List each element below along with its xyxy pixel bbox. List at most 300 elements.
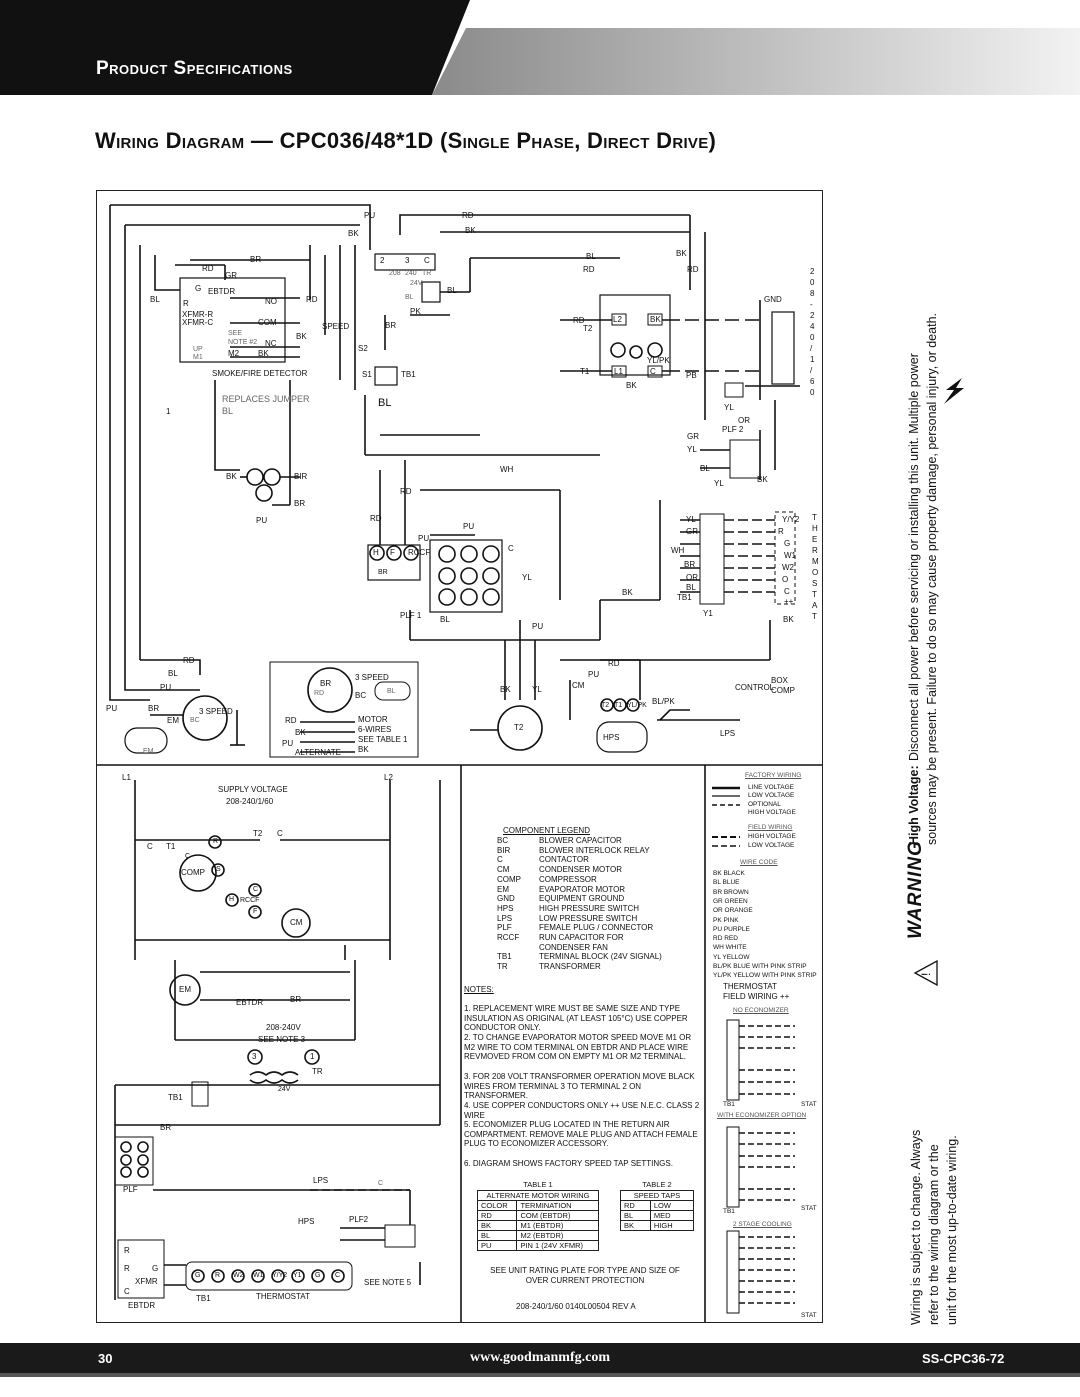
wire-label: CONTROL	[735, 683, 775, 692]
note-3: 3. FOR 208 VOLT TRANSFORMER OPERATION MOVE BLACK WIRES FROM TERMINAL 3 TO TERMINAL 2 ON TRANSFORMER.	[464, 1072, 695, 1101]
schematic-label: EBTDR	[128, 1301, 156, 1310]
wire-label: RD	[370, 514, 382, 523]
wire-label: RD	[573, 316, 585, 325]
wire-code-entry: YL/PK YELLOW WITH PINK STRIP	[713, 972, 817, 980]
thermostat-terminal: C	[784, 587, 790, 596]
thermostat-char: A	[812, 601, 818, 610]
bir-label: PU	[256, 516, 268, 525]
speed-label: M1	[193, 354, 203, 361]
table-1-heading: ALTERNATE MOTOR WIRING	[478, 1190, 599, 1200]
legend-desc: CONDENSER FAN	[539, 942, 608, 952]
legend-desc: FEMALE PLUG / CONNECTOR	[539, 923, 654, 933]
tr-terminal: 2	[380, 256, 385, 265]
table-1-cell: M2 (EBTDR)	[517, 1230, 599, 1240]
schematic-label: F	[253, 908, 258, 915]
legend-desc: EQUIPMENT GROUND	[539, 894, 625, 904]
wire-label: BK	[296, 332, 307, 341]
voltage-char: 0	[810, 278, 815, 287]
wire-label: BC	[355, 691, 367, 700]
wire-label: YL	[522, 573, 532, 582]
thermostat-terminal-letter: Y/Y2	[272, 1272, 288, 1279]
wire-label: BL	[586, 252, 596, 261]
wiring-disclaimer	[905, 995, 975, 1325]
diagram-title: Wiring Diagram — CPC036/48*1D (Single Phase, Direct Drive)	[95, 128, 717, 153]
wire-label: BR	[385, 321, 397, 330]
notes-title: NOTES:	[464, 985, 494, 994]
contactor-terminal: C	[650, 367, 656, 376]
alt-bc-label: BL	[387, 688, 396, 695]
stat-label: STAT	[801, 1312, 817, 1319]
wire-label: T1	[580, 367, 590, 376]
wire-label: SPEED	[322, 322, 350, 331]
cm-label: T2	[514, 723, 524, 732]
footer-bar	[0, 1343, 1080, 1373]
schematic-label: EBTDR	[236, 998, 264, 1007]
ebtdr-terminal: R	[183, 299, 189, 308]
tb1-label: TB1	[723, 1208, 735, 1215]
schematic-label: L2	[384, 773, 393, 782]
note-2: 2. TO CHANGE EVAPORATOR MOTOR SPEED MOVE M1 OR M2 WIRE TO COM TERMINAL ON EBTDR AND PLACE WIRE REVMOVED FROM COM ON EMPTY M1 OR M2 TERMINAL.	[464, 1033, 692, 1062]
schematic-label: 208-240V	[266, 1023, 301, 1032]
website-url: www.goodmanmfg.com	[470, 1350, 610, 1365]
thermostat-field-title: FIELD WIRING ++	[723, 992, 790, 1001]
footer-underline	[0, 1373, 1080, 1377]
wire-label: BK	[348, 229, 359, 238]
legend-abbr: CM	[497, 865, 510, 875]
thermostat-terminal: Y/Y2	[782, 515, 800, 524]
wiring-line-1: Wiring is subject to change. Always	[909, 1129, 923, 1325]
legend-abbr: HPS	[497, 903, 514, 913]
voltage-char: 2	[810, 267, 815, 276]
warning-word: WARNING	[905, 840, 926, 939]
comp-label: HPS	[603, 733, 620, 742]
schematic-label: SEE NOTE 5	[364, 1278, 412, 1287]
document-code: SS-CPC36-72	[922, 1351, 1005, 1366]
wire-label: RD	[687, 265, 699, 274]
wire-label: PLF 1	[400, 611, 422, 620]
schematic-label: HPS	[298, 1217, 315, 1226]
wire-label: CM	[572, 681, 585, 690]
wire-label: PU	[160, 683, 172, 692]
stat-label: STAT	[801, 1101, 817, 1108]
warning-line-1: Disconnect all power before servicing or installing this unit. Multiple power	[907, 353, 921, 761]
legend-desc: TERMINAL BLOCK (24V SIGNAL)	[539, 952, 662, 962]
legend-desc: CONDENSER MOTOR	[539, 865, 622, 875]
key-optional: OPTIONAL	[748, 801, 781, 808]
rccf-terminal: H	[373, 548, 379, 557]
table-2-cell: BK	[621, 1220, 651, 1230]
legend-abbr: C	[497, 855, 503, 865]
legend-desc: RUN CAPACITOR FOR	[539, 933, 624, 942]
voltage-char: -	[810, 300, 813, 309]
key-low: LOW VOLTAGE	[748, 792, 795, 799]
wire-code-entry: PU PURPLE	[713, 925, 750, 933]
thermostat-char: H	[812, 524, 818, 533]
schematic-label: T1	[166, 842, 176, 851]
tb1-wire: TB1	[677, 593, 692, 602]
schematic-label: SUPPLY VOLTAGE	[218, 785, 288, 794]
plf2-label: GR	[687, 432, 699, 441]
schematic-label: LPS	[313, 1176, 329, 1185]
thermostat-terminal: ++	[784, 597, 794, 606]
legend-title: COMPONENT LEGEND	[503, 826, 590, 835]
schematic-label: R	[213, 838, 219, 845]
note-1: 1. REPLACEMENT WIRE MUST BE SAME SIZE AND TYPE INSULATION AS ORIGINAL (AT LEAST 105°C) USE COPPER CONDUCTOR ONLY.	[464, 1004, 688, 1033]
control-box-label: BOX	[771, 676, 788, 685]
ebtdr-terminal: G	[195, 284, 202, 293]
schematic-label: RCCF	[240, 897, 260, 904]
wire-label: PU	[282, 739, 294, 748]
wire-label: BIR	[294, 472, 308, 481]
no-economizer-title: NO ECONOMIZER	[733, 1007, 789, 1014]
legend-desc: BLOWER CAPACITOR	[539, 836, 622, 845]
schematic-label: THERMOSTAT	[256, 1292, 310, 1301]
thermostat-terminal-letter: G	[195, 1272, 201, 1279]
voltage-char: 1	[810, 355, 815, 364]
schematic-label: R	[124, 1264, 130, 1273]
table-2-cell: HIGH	[650, 1220, 693, 1230]
wire-label: RD	[400, 487, 412, 496]
voltage-char: 4	[810, 322, 815, 331]
schematic-label: BR	[290, 995, 302, 1004]
wire-label: BL/PK	[652, 697, 675, 706]
wire-label: BK	[465, 226, 476, 235]
control-box-label: COMP	[771, 686, 795, 695]
table-1	[477, 1180, 599, 1251]
wire-label: YL	[687, 445, 697, 454]
contactor-terminal: L1	[614, 367, 623, 376]
table-2	[620, 1180, 694, 1231]
comp-terminal: T2	[601, 702, 610, 709]
thermostat-terminal: W2	[782, 563, 794, 572]
tb1-label: BL	[378, 397, 392, 409]
schematic-label: L1	[122, 773, 131, 782]
thermostat-terminal: W1	[784, 551, 796, 560]
wire-code-entry: YL YELLOW	[713, 953, 750, 961]
tb1-label: Y1	[703, 609, 713, 618]
section-title: Product Specifications	[96, 58, 293, 79]
schematic-label: 3	[252, 1052, 257, 1061]
em-speed-label: BC	[190, 717, 200, 724]
wire-label: RD	[306, 295, 318, 304]
warning-label: High Voltage:	[907, 765, 921, 845]
wire-label: RD	[285, 716, 297, 725]
alt-em-speed: RD	[314, 690, 325, 697]
comp-terminal: YL/PK	[627, 702, 647, 709]
table-1-cell: M1 (EBTDR)	[517, 1220, 599, 1230]
legend-abbr: EM	[497, 884, 509, 894]
key-line: LINE VOLTAGE	[748, 784, 794, 791]
comp-terminal: T1	[614, 702, 623, 709]
schematic-label: 24V	[278, 1086, 291, 1093]
table-1-cell: BL	[478, 1230, 517, 1240]
thermostat-terminal-letter: W2	[233, 1272, 244, 1279]
ebtdr-terminal: NO	[265, 297, 277, 306]
schematic-label: H	[229, 896, 235, 903]
thermostat-terminal-letter: W1	[253, 1272, 264, 1279]
tb1-wire: BL	[686, 583, 696, 592]
table-1-caption: TABLE 1	[478, 1180, 599, 1190]
schematic-label: S	[216, 866, 221, 873]
wire-label: RD	[583, 265, 595, 274]
wire-label: T2	[583, 324, 593, 333]
note-5: 5. ECONOMIZER PLUG LOCATED IN THE RETURN AIR COMPARTMENT. REMOVE MALE PLUG AND ATTACH FEMALE PLUG TO ECONOMIZER ACCESSORY.	[464, 1120, 698, 1149]
schematic-label: 208-240/1/60	[226, 797, 274, 806]
table-1-col: COLOR	[478, 1200, 517, 1210]
tb1-wire: GR	[686, 527, 698, 536]
smoke-detector-label: BL	[222, 406, 234, 416]
thermostat-terminal: O	[782, 575, 789, 584]
warning-block	[905, 313, 1015, 985]
wire-code-entry: BK BLACK	[713, 870, 745, 877]
wire-label: RD	[183, 656, 195, 665]
alt-motor-text: BK	[358, 745, 369, 754]
wire-label: RD	[202, 264, 214, 273]
tb1-terminal: TB1	[401, 370, 416, 379]
wire-label: BK	[226, 472, 237, 481]
wire-code-entry: BR BROWN	[713, 888, 749, 896]
tb1-wire: YL	[686, 515, 696, 524]
thermostat-terminal-letter: Y1	[293, 1272, 302, 1279]
alt-motor-text: MOTOR	[358, 715, 388, 724]
rating-note: SEE UNIT RATING PLATE FOR TYPE AND SIZE OF OVER CURRENT PROTECTION	[490, 1266, 680, 1285]
table-2-caption: TABLE 2	[621, 1180, 694, 1190]
bc-label: EM	[143, 748, 154, 755]
em-label: 3 SPEED	[199, 707, 233, 716]
note-6: 6. DIAGRAM SHOWS FACTORY SPEED TAP SETTINGS.	[464, 1159, 673, 1168]
page-number: 30	[98, 1351, 113, 1366]
wire-label: OR	[738, 416, 750, 425]
wire-label: BK	[626, 381, 637, 390]
table-2-heading: SPEED TAPS	[621, 1190, 694, 1200]
wire-label: BR	[148, 704, 160, 713]
thermostat-terminal: G	[784, 539, 791, 548]
thermostat-char: T	[812, 590, 817, 599]
legend-abbr: BC	[497, 836, 509, 845]
thermostat-char: M	[812, 557, 819, 566]
wire-label: BL	[447, 286, 457, 295]
ebtdr-terminal: M2	[228, 349, 240, 358]
wire-label: BL	[700, 464, 710, 473]
wire-code-entry: GR GREEN	[713, 897, 748, 905]
tb1-wire: OR	[686, 573, 698, 582]
thermostat-terminal-letter: R	[215, 1272, 221, 1279]
wire-label: 1	[166, 407, 171, 416]
wire-label: BL	[168, 669, 178, 678]
thermostat-char: O	[812, 568, 819, 577]
key-field-high: HIGH VOLTAGE	[748, 833, 796, 840]
table-1-cell: RD	[478, 1210, 517, 1220]
legend-desc: EVAPORATOR MOTOR	[539, 884, 626, 894]
wire-label: BK	[295, 728, 306, 737]
legend-abbr: GND	[497, 894, 515, 904]
ebtdr-terminal: BK	[258, 349, 269, 358]
wire-label: S2	[358, 344, 368, 353]
tr-terminal: 208	[389, 270, 401, 277]
wire-code-entry: OR ORANGE	[713, 907, 753, 915]
schematic-label: CM	[290, 918, 303, 927]
voltage-char: 0	[810, 388, 815, 397]
voltage-char: /	[810, 366, 813, 375]
key-field-low: LOW VOLTAGE	[748, 842, 795, 849]
wire-label: YL	[714, 479, 724, 488]
tb1-terminal: S1	[362, 370, 372, 379]
wire-label: PU	[364, 211, 376, 220]
schematic-label: C	[147, 842, 153, 851]
legend-desc: LOW PRESSURE SWITCH	[539, 913, 638, 923]
voltage-char: /	[810, 344, 813, 353]
thermostat-terminal-letter: G	[315, 1272, 321, 1279]
wire-label: PU	[418, 534, 430, 543]
wire-label: PU	[532, 622, 544, 631]
legend-abbr: BIR	[497, 845, 511, 855]
wire-label: BK	[500, 685, 511, 694]
legend-abbr: TR	[497, 962, 508, 972]
thermostat-terminal: R	[778, 527, 784, 536]
legend-desc: BLOWER INTERLOCK RELAY	[539, 845, 650, 855]
wire-label: PU	[106, 704, 118, 713]
wire-label: PU	[588, 670, 600, 679]
rccf-terminal: F	[390, 548, 395, 557]
schematic-label: TR	[312, 1067, 323, 1076]
contactor-label: YL/PK	[647, 356, 670, 365]
see-note: NOTE #2	[228, 339, 258, 346]
schematic-label: R	[124, 1246, 130, 1255]
thermostat-char: R	[812, 546, 818, 555]
wire-code-entry: BL BLUE	[713, 879, 740, 887]
voltage-char: 0	[810, 333, 815, 342]
legend-abbr: COMP	[497, 874, 521, 884]
key-high: HIGH VOLTAGE	[748, 809, 796, 816]
wire-label: C	[508, 544, 514, 553]
table-1-cell: BK	[478, 1220, 517, 1230]
speed-label: UP	[193, 346, 203, 353]
table-2-cell: BL	[621, 1210, 651, 1220]
wire-label: PU	[463, 522, 475, 531]
doc-code: 208-240/1/60 0140L00504 REV A	[516, 1302, 636, 1311]
table-2-cell: RD	[621, 1200, 651, 1210]
schematic-label: PLF	[123, 1185, 138, 1194]
table-1-col: TERMINATION	[517, 1200, 599, 1210]
wire-label: BR	[250, 255, 262, 264]
wire-code-entry: BL/PK BLUE WITH PINK STRIP	[713, 963, 807, 970]
plf1-label: BL	[440, 615, 450, 624]
wire-label: PK	[410, 307, 421, 316]
schematic-label: G	[152, 1264, 159, 1273]
warning-line-2: sources may be present. Failure to do so may cause property damage, personal injury, or death.	[925, 313, 939, 845]
thermostat-char: T	[812, 612, 817, 621]
thermostat-terminal-letter: C	[335, 1272, 341, 1279]
schematic-label: C	[277, 829, 283, 838]
alt-motor-text: SEE TABLE 1	[358, 735, 408, 744]
thermostat-field-title: THERMOSTAT	[723, 982, 777, 991]
table-1-cell: PIN 1 (24V XFMR)	[517, 1240, 599, 1250]
thermostat-char: S	[812, 579, 818, 588]
alt-em-label: BR	[320, 679, 332, 688]
wire-label: PB	[686, 371, 697, 380]
wire-label: GR	[225, 271, 237, 280]
wire-label: BK	[622, 588, 633, 597]
tb1-wire: WH	[671, 546, 685, 555]
key-factory: FACTORY WIRING	[745, 772, 802, 779]
schematic-label: SEE NOTE 3	[258, 1035, 306, 1044]
tr-terminal: 240	[405, 270, 417, 277]
wire-label: PLF 2	[722, 425, 744, 434]
wire-code-entry: WH WHITE	[713, 944, 747, 952]
note-4: 4. USE COPPER CONDUCTORS ONLY ++ USE N.E.C. CLASS 2 WIRE	[464, 1101, 700, 1120]
wire-label: BR	[294, 499, 306, 508]
contactor-terminal: L2	[613, 315, 622, 324]
table-2-cell: LOW	[650, 1200, 693, 1210]
two-stage-title: 2 STAGE COOLING	[733, 1221, 792, 1228]
alt-motor-text: 6-WIRES	[358, 725, 392, 734]
class2-mark: BK	[783, 615, 794, 624]
voltage-char: 8	[810, 289, 815, 298]
thermostat-char: E	[812, 535, 818, 544]
wire-label: BK	[676, 249, 687, 258]
tr-voltage: BL	[405, 294, 414, 301]
schematic-label: BR	[160, 1123, 172, 1132]
wire-label: RD	[462, 211, 474, 220]
with-economizer-title: WITH ECONOMIZER OPTION	[717, 1112, 807, 1119]
legend-desc: COMPRESSOR	[539, 874, 597, 884]
ebtdr-label: EBTDR	[208, 287, 236, 296]
legend-abbr: RCCF	[497, 933, 520, 942]
contactor-terminal: BK	[650, 315, 661, 324]
wiring-line-2: refer to the wiring diagram or the	[927, 1144, 941, 1325]
ebtdr-terminal: NC	[265, 339, 277, 348]
wire-label: EM	[167, 716, 179, 725]
voltage-char: 2	[810, 311, 815, 320]
schematic-label: C	[253, 886, 259, 893]
gnd-label: YL	[724, 403, 734, 412]
see-note: SEE	[228, 330, 243, 337]
thermostat-char: T	[812, 513, 817, 522]
table-2-cell: MED	[650, 1210, 693, 1220]
tb1-label: TB1	[723, 1101, 735, 1108]
key-field: FIELD WIRING	[748, 824, 793, 831]
wiring-line-3: unit for the most up-to-date wiring.	[945, 1135, 959, 1325]
schematic-label: EM	[179, 985, 191, 994]
schematic-label: TB1	[196, 1294, 211, 1303]
table-1-cell: PU	[478, 1240, 517, 1250]
legend-desc: CONTACTOR	[539, 855, 589, 865]
rccf-terminal: RCCF	[408, 548, 431, 557]
wire-code-entry: RD RED	[713, 935, 738, 943]
table-1-cell: COM (EBTDR)	[517, 1210, 599, 1220]
wire-label: WH	[500, 465, 514, 474]
wire-label: YL	[532, 685, 542, 694]
schematic-label: PLF2	[349, 1215, 369, 1224]
ebtdr-terminal: XFMR-R	[182, 310, 214, 319]
voltage-char: 6	[810, 377, 815, 386]
schematic-label: 1	[310, 1052, 315, 1061]
tr-terminal: TR	[422, 270, 432, 277]
ebtdr-terminal: COM	[258, 318, 277, 327]
schematic-label: C	[378, 1180, 384, 1187]
wire-label: BL	[150, 295, 160, 304]
tb1-wire: BR	[684, 560, 696, 569]
key-wire-code: WIRE CODE	[740, 859, 778, 866]
wire-label: ALTERNATE	[295, 748, 341, 757]
wire-label: BK	[757, 475, 768, 484]
wire-code-entry: PK PINK	[713, 916, 739, 924]
tr-label: 24V	[410, 280, 423, 287]
tr-terminal: C	[424, 256, 430, 265]
legend-abbr: LPS	[497, 913, 513, 923]
legend-abbr: PLF	[497, 923, 512, 933]
schematic-label: T2	[253, 829, 263, 838]
